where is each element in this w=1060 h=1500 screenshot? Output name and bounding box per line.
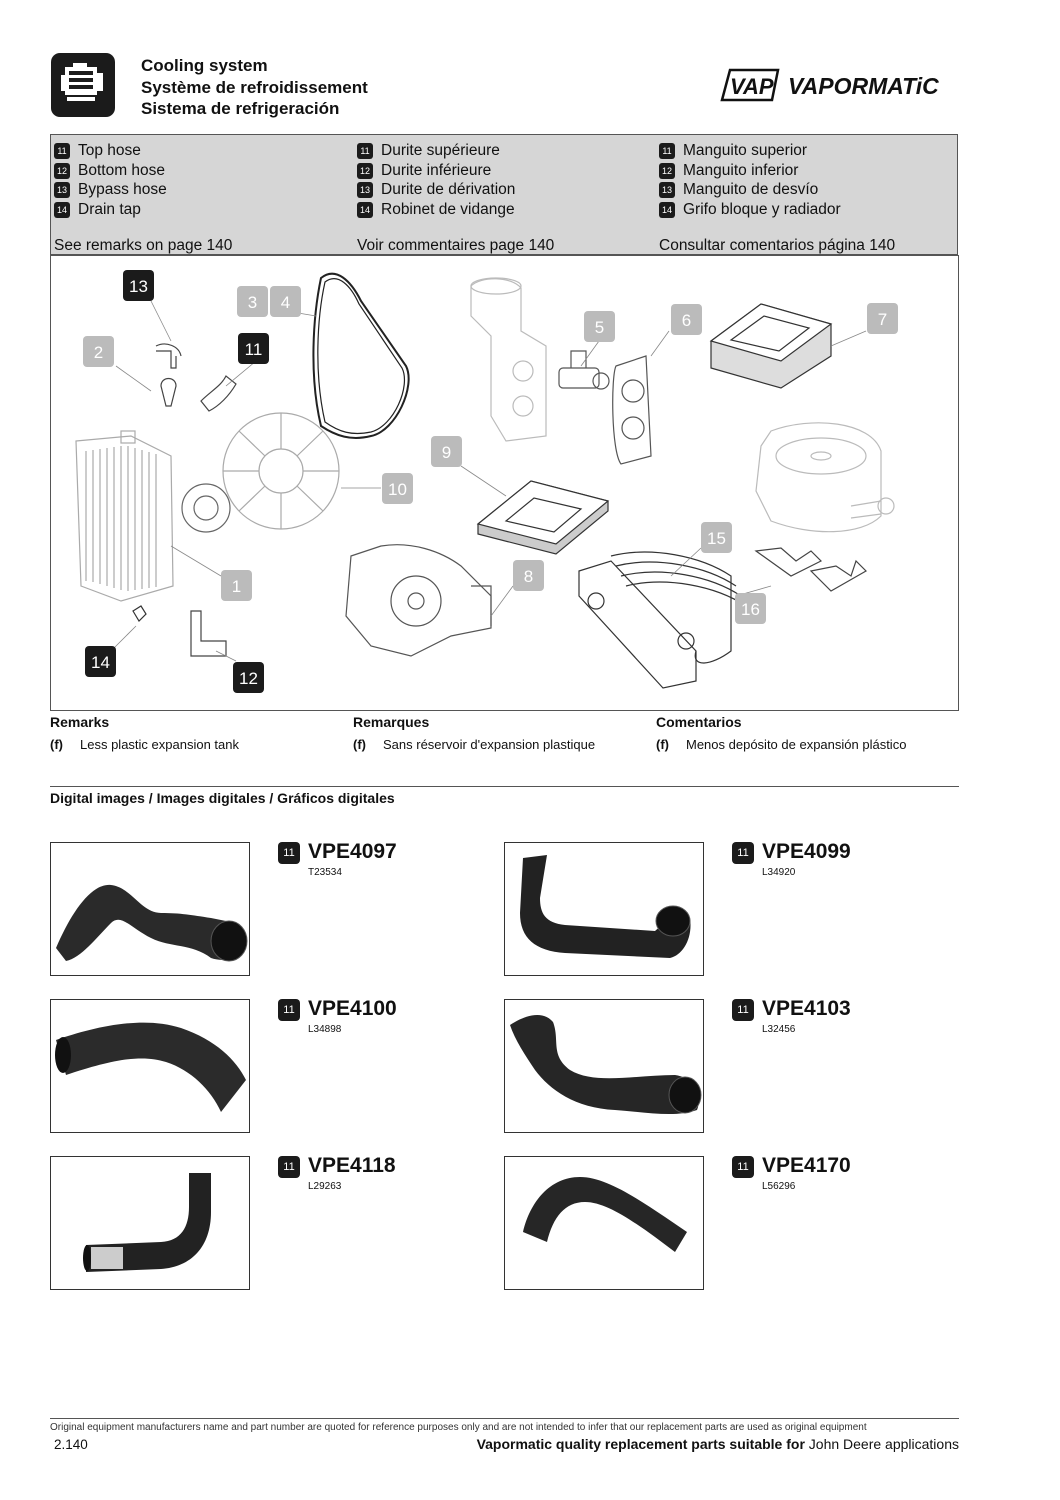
thermostat-housing-drawing bbox=[471, 279, 546, 441]
svg-text:16: 16 bbox=[741, 600, 760, 619]
parts-column-en bbox=[54, 141, 233, 254]
product-badge: 11 bbox=[278, 1156, 300, 1178]
see-remarks-en: See remarks on page 140 bbox=[54, 237, 233, 254]
svg-text:13: 13 bbox=[129, 277, 148, 296]
callout-2 bbox=[83, 336, 114, 367]
diagram-drawing bbox=[51, 256, 958, 710]
footer-tagline-normal: John Deere applications bbox=[804, 1436, 959, 1452]
page-title bbox=[141, 55, 368, 120]
callout-7 bbox=[867, 303, 898, 334]
product-badge: 11 bbox=[278, 842, 300, 864]
product-photo-vpe4103 bbox=[504, 999, 704, 1133]
callout-8 bbox=[513, 560, 544, 591]
product-photo-vpe4100 bbox=[50, 999, 250, 1133]
product-oem-ref: L29263 bbox=[308, 1181, 342, 1192]
footer-divider bbox=[50, 1418, 959, 1419]
thermostat-drawing bbox=[559, 351, 609, 389]
product-code: VPE4103 bbox=[762, 997, 851, 1020]
product-code: VPE4100 bbox=[308, 997, 397, 1020]
callout-5 bbox=[584, 311, 615, 342]
svg-text:10: 10 bbox=[388, 480, 407, 499]
svg-text:12: 12 bbox=[239, 669, 258, 688]
product-oem-ref: L56296 bbox=[762, 1181, 796, 1192]
remarks-key-en: (f) bbox=[50, 737, 63, 752]
svg-text:9: 9 bbox=[441, 443, 452, 462]
list-item: 13 Manguito de desvío bbox=[659, 180, 841, 200]
see-remarks-es: Consultar comentarios página 140 bbox=[659, 237, 896, 254]
parts-column-fr bbox=[357, 141, 555, 254]
digital-images-title: Digital images / Images digitales / Gráficos digitales bbox=[50, 790, 395, 806]
section-icon bbox=[51, 53, 115, 117]
title-en: Cooling system bbox=[141, 56, 268, 75]
vapormatic-logo bbox=[720, 68, 958, 107]
callout-14 bbox=[85, 646, 116, 677]
callout-6 bbox=[671, 304, 702, 335]
cooling-system-icon bbox=[51, 53, 115, 117]
svg-text:2: 2 bbox=[93, 343, 104, 362]
see-remarks-fr: Voir commentaires page 140 bbox=[357, 237, 555, 254]
product-photo-vpe4099 bbox=[504, 842, 704, 976]
gasket-drawing bbox=[613, 356, 651, 464]
remarks-text-es: Menos depósito de expansión plástico bbox=[686, 737, 907, 752]
list-item: 13 Bypass hose bbox=[54, 180, 167, 200]
list-item: 12 Bottom hose bbox=[54, 161, 167, 181]
title-es: Sistema de refrigeración bbox=[141, 99, 340, 118]
brand-name: VAPORMATiC bbox=[788, 73, 939, 99]
product-oem-ref: L34920 bbox=[762, 867, 796, 878]
callout-1 bbox=[221, 570, 252, 601]
page-number: 2.140 bbox=[54, 1437, 88, 1452]
svg-text:5: 5 bbox=[594, 318, 605, 337]
remarks-text-fr: Sans réservoir d'expansion plastique bbox=[383, 737, 596, 752]
svg-text:3: 3 bbox=[247, 293, 258, 312]
list-item: 11 Durite supérieure bbox=[357, 141, 515, 161]
svg-text:7: 7 bbox=[877, 310, 888, 329]
svg-text:11: 11 bbox=[244, 340, 263, 359]
callout-13 bbox=[123, 270, 154, 301]
callout-16 bbox=[735, 593, 766, 624]
list-item: 14 Drain tap bbox=[54, 200, 167, 220]
list-item: 11 Top hose bbox=[54, 141, 167, 161]
footer-tagline-bold: Vapormatic quality replacement parts suitable for bbox=[476, 1436, 805, 1452]
svg-text:14: 14 bbox=[91, 653, 110, 672]
brand-mark: VAP bbox=[730, 74, 774, 99]
viscous-coupling-drawing bbox=[182, 484, 230, 532]
oil-cooler-housing-drawing bbox=[756, 423, 894, 532]
callout-3 bbox=[237, 286, 268, 317]
gasket-square-9 bbox=[478, 481, 608, 554]
footer-tagline bbox=[477, 1436, 959, 1452]
callout-11 bbox=[238, 333, 269, 364]
product-oem-ref: L32456 bbox=[762, 1024, 796, 1035]
product-code: VPE4170 bbox=[762, 1154, 851, 1177]
oil-cooler-drawing bbox=[579, 552, 746, 688]
product-badge: 11 bbox=[732, 1156, 754, 1178]
callout-9 bbox=[431, 436, 462, 467]
remarks-key-fr: (f) bbox=[353, 737, 366, 752]
svg-text:15: 15 bbox=[707, 529, 726, 548]
divider bbox=[50, 786, 959, 787]
exploded-diagram bbox=[50, 255, 959, 711]
product-code: VPE4118 bbox=[308, 1154, 396, 1177]
product-photo-vpe4170 bbox=[504, 1156, 704, 1290]
callout-4 bbox=[270, 286, 301, 317]
list-item: 14 Robinet de vidange bbox=[357, 200, 515, 220]
remarks-text-en: Less plastic expansion tank bbox=[80, 737, 239, 752]
product-oem-ref: L34898 bbox=[308, 1024, 342, 1035]
radiator-drawing bbox=[76, 431, 173, 601]
list-item: 11 Manguito superior bbox=[659, 141, 841, 161]
callout-10 bbox=[382, 473, 413, 504]
parts-column-es bbox=[659, 141, 896, 254]
list-item: 12 Durite inférieure bbox=[357, 161, 515, 181]
svg-text:4: 4 bbox=[280, 293, 291, 312]
remarks-title-fr: Remarques bbox=[353, 714, 430, 730]
product-badge: 11 bbox=[278, 999, 300, 1021]
parts-legend bbox=[50, 134, 958, 255]
callout-12 bbox=[233, 662, 264, 693]
remarks-title-en: Remarks bbox=[50, 714, 110, 730]
gasket-square-7 bbox=[711, 304, 831, 388]
list-item: 13 Durite de dérivation bbox=[357, 180, 515, 200]
list-item: 14 Grifo bloque y radiador bbox=[659, 200, 841, 220]
water-pump-drawing bbox=[346, 545, 491, 656]
list-item: 12 Manguito inferior bbox=[659, 161, 841, 181]
product-photo-vpe4118 bbox=[50, 1156, 250, 1290]
product-oem-ref: T23534 bbox=[308, 867, 342, 878]
product-photo-vpe4097 bbox=[50, 842, 250, 976]
svg-text:8: 8 bbox=[523, 567, 534, 586]
title-fr: Système de refroidissement bbox=[141, 77, 368, 97]
svg-text:1: 1 bbox=[231, 577, 242, 596]
svg-text:6: 6 bbox=[681, 311, 692, 330]
product-badge: 11 bbox=[732, 999, 754, 1021]
callout-15 bbox=[701, 522, 732, 553]
product-code: VPE4099 bbox=[762, 840, 851, 863]
product-code: VPE4097 bbox=[308, 840, 397, 863]
fan-drawing bbox=[223, 413, 339, 529]
product-badge: 11 bbox=[732, 842, 754, 864]
remarks-title-es: Comentarios bbox=[656, 714, 742, 730]
remarks-key-es: (f) bbox=[656, 737, 669, 752]
drain-tap-drawing bbox=[133, 606, 146, 621]
footer-disclaimer: Original equipment manufacturers name and part number are quoted for reference purposes only and are not intended to infer that our replacement parts are used as original equipment bbox=[50, 1422, 867, 1433]
